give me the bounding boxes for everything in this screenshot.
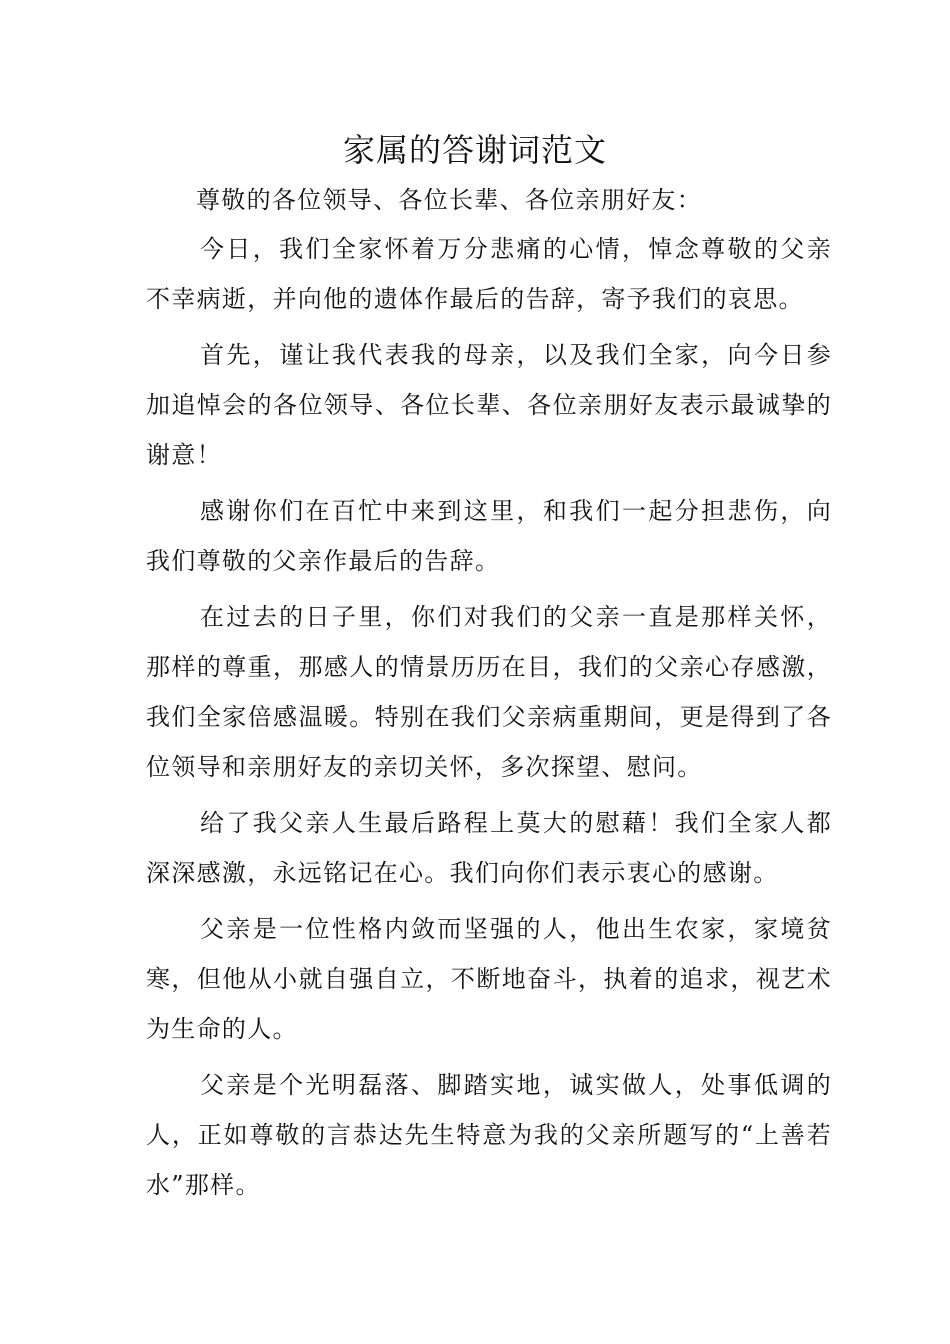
document-title: 家属的答谢词范文 [342, 131, 607, 169]
paragraph-3: 感谢你们在百忙中来到这里，和我们一起分担悲伤，向我们尊敬的父亲作最后的告辞。 [146, 497, 832, 575]
salutation: 尊敬的各位领导、各位长辈、各位亲朋好友： [196, 186, 702, 214]
paragraph-4: 在过去的日子里，你们对我们的父亲一直是那样关怀，那样的尊重，那感人的情景历历在目，我们的父亲心存感激，我们全家倍感温暖。特别在我们父亲病重期间，更是得到了各位领导和亲朋好友的亲切关怀，多次探望、慰问。 [146, 603, 832, 781]
paragraph-6: 父亲是一位性格内敛而坚强的人，他出生农家，家境贫寒，但他从小就自强自立，不断地奋斗，执着的追求，视艺术为生命的人。 [146, 915, 832, 1043]
paragraph-1: 今日，我们全家怀着万分悲痛的心情，悼念尊敬的父亲不幸病逝，并向他的遗体作最后的告辞，寄予我们的哀思。 [146, 235, 832, 313]
document-body [146, 178, 832, 1210]
paragraph-7: 父亲是个光明磊落、脚踏实地，诚实做人，处事低调的人，正如尊敬的言恭达先生特意为我的父亲所题写的“上善若水”那样。 [146, 1071, 832, 1199]
paragraph-5: 给了我父亲人生最后路程上莫大的慰藉！我们全家人都深深感激，永远铭记在心。我们向你们表示衷心的感谢。 [146, 809, 832, 887]
paragraph-2: 首先，谨让我代表我的母亲，以及我们全家，向今日参加追悼会的各位领导、各位长辈、各位亲朋好友表示最诚挚的谢意！ [146, 341, 832, 469]
